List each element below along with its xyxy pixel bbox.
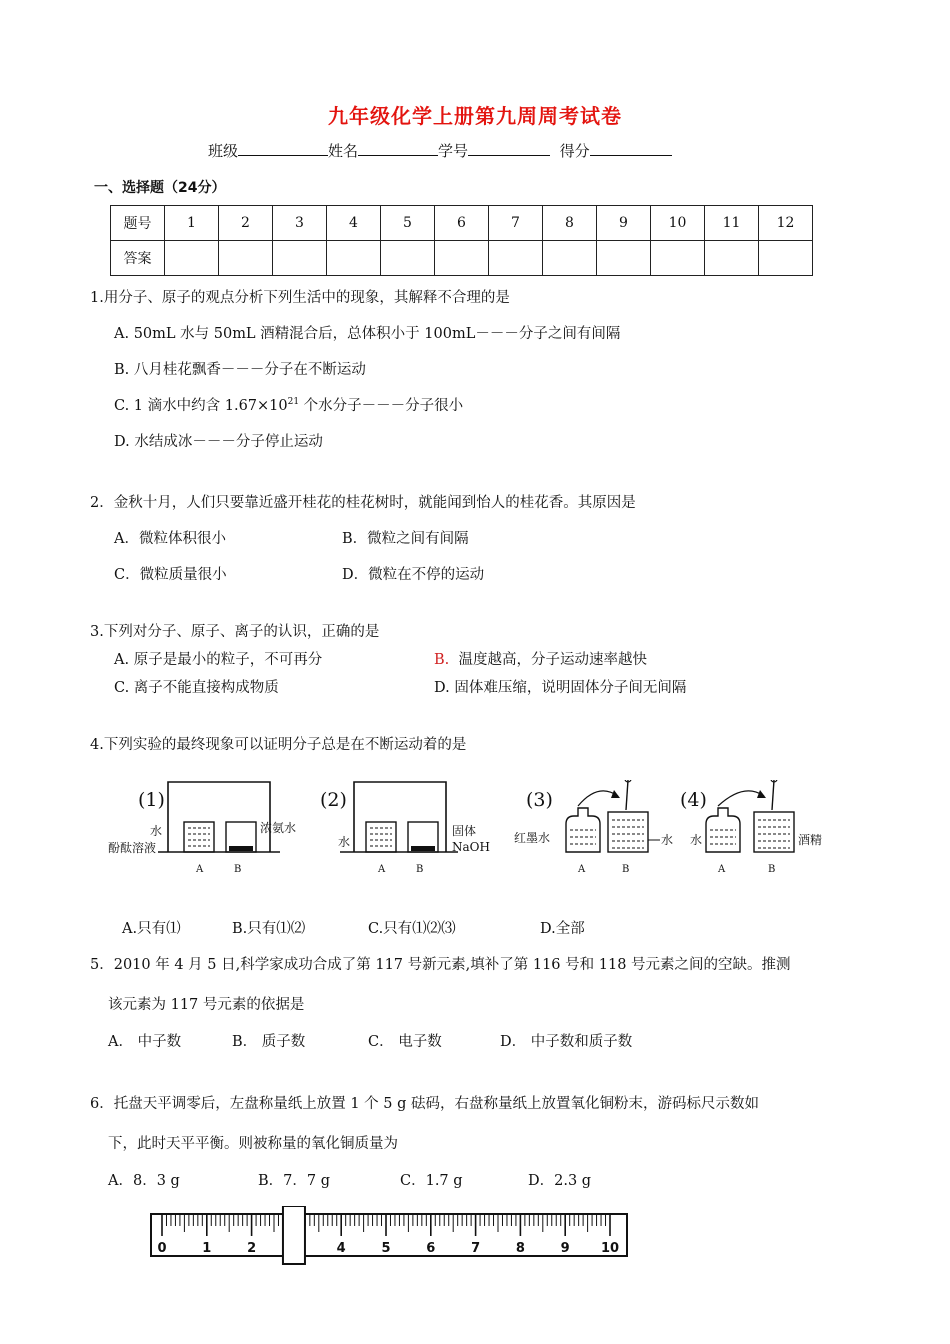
question-number-cell: 4 xyxy=(327,206,381,241)
question-6-option-c[interactable]: C．1.7 g xyxy=(400,1173,463,1189)
question-5-option-b[interactable]: B． 质子数 xyxy=(232,1034,306,1050)
question-4-stem: 4.下列实验的最终现象可以证明分子总是在不断运动着的是 xyxy=(90,737,467,753)
beaker-a xyxy=(366,822,396,852)
question-3-option-d[interactable]: D. 固体难压缩，说明固体分子间无间隔 xyxy=(434,680,687,696)
question-2-option-d[interactable]: D．微粒在不停的运动 xyxy=(342,567,485,583)
question-1-option-b[interactable]: B. 八月桂花飘香－－－分子在不断运动 xyxy=(114,362,366,378)
liquid-a xyxy=(188,828,210,846)
bell-jar xyxy=(354,782,446,852)
answer-cell[interactable] xyxy=(489,241,543,276)
question-number-cell: 10 xyxy=(651,206,705,241)
beaker-liquid xyxy=(758,820,790,848)
experiment-diagram xyxy=(108,780,848,880)
question-number-cell: 11 xyxy=(705,206,759,241)
ruler-tick-label: 1 xyxy=(202,1241,212,1256)
label-ammonia: 浓氨水 xyxy=(260,821,297,835)
exponent: 21 xyxy=(287,397,300,408)
page-title: 九年级化学上册第九周周考试卷 xyxy=(328,104,622,128)
ruler-tick-label: 4 xyxy=(336,1241,346,1256)
answer-table xyxy=(110,205,813,276)
label-a: A xyxy=(578,864,586,875)
table-row xyxy=(111,241,813,276)
label-solid: 固体 xyxy=(452,824,477,838)
question-3-stem: 3.下列对分子、原子、离子的认识，正确的是 xyxy=(90,624,380,640)
ruler-tick-label: 7 xyxy=(471,1241,481,1256)
ruler-tick-label: 10 xyxy=(600,1241,620,1256)
question-6-stem-continued: 下，此时天平平衡。则被称量的氧化铜质量为 xyxy=(108,1136,398,1152)
table-header-cell: 题号 xyxy=(111,206,165,241)
question-1-option-a[interactable]: A. 50mL 水与 50mL 酒精混合后，总体积小于 100mL－－－分子之间有间隔 xyxy=(114,326,621,342)
question-number-cell: 1 xyxy=(165,206,219,241)
ruler-tick-label: 5 xyxy=(381,1241,391,1256)
label-b: B xyxy=(768,864,776,875)
arrow-head xyxy=(611,790,620,798)
score-blank[interactable] xyxy=(590,141,672,156)
question-5-option-c[interactable]: C． 电子数 xyxy=(368,1034,442,1050)
question-5-option-d[interactable]: D． 中子数和质子数 xyxy=(500,1034,633,1050)
question-6-stem: 6．托盘天平调零后，左盘称量纸上放置 1 个 5 g 砝码，右盘称量纸上放置氧化铜粉末，游码标尺示数如 xyxy=(90,1096,759,1112)
question-5-stem-continued: 该元素为 117 号元素的依据是 xyxy=(108,997,305,1013)
question-number-cell: 3 xyxy=(273,206,327,241)
class-label: 班级 xyxy=(208,142,239,160)
ruler-tick-label: 0 xyxy=(157,1241,167,1256)
answer-cell[interactable] xyxy=(219,241,273,276)
liquid-b xyxy=(229,846,253,851)
label-water: 水 xyxy=(338,835,351,849)
name-blank[interactable] xyxy=(358,141,438,156)
question-2-option-b[interactable]: B．微粒之间有间隔 xyxy=(342,531,469,547)
label-water: 水 xyxy=(661,833,674,847)
answer-cell[interactable] xyxy=(435,241,489,276)
table-header-cell: 答案 xyxy=(111,241,165,276)
beaker-b xyxy=(754,812,794,852)
rider-slider[interactable] xyxy=(283,1206,305,1264)
question-number-cell: 9 xyxy=(597,206,651,241)
diagram-label: (1) xyxy=(138,789,165,811)
answer-cell[interactable] xyxy=(273,241,327,276)
question-2-stem: 2．金秋十月，人们只要靠近盛开桂花的桂花树时，就能闻到怡人的桂花香。其原因是 xyxy=(90,495,636,511)
diagram-label: (4) xyxy=(680,789,707,811)
question-3-option-c[interactable]: C. 离子不能直接构成物质 xyxy=(114,680,279,696)
name-label: 姓名 xyxy=(328,142,359,160)
question-number-cell: 2 xyxy=(219,206,273,241)
liquid-a xyxy=(370,828,392,846)
question-6-option-d[interactable]: D．2.3 g xyxy=(528,1173,592,1189)
question-1-option-d[interactable]: D. 水结成冰－－－分子停止运动 xyxy=(114,434,323,450)
rider-scale-ruler xyxy=(150,1206,630,1266)
question-3-option-a[interactable]: A. 原子是最小的粒子，不可再分 xyxy=(114,652,323,668)
ruler-tick-label: 8 xyxy=(515,1241,525,1256)
question-4-option-d[interactable]: D.全部 xyxy=(540,921,585,937)
label-a: A xyxy=(378,864,386,875)
option-text: C. 1 滴水中约含 1.67×10 xyxy=(114,398,288,414)
label-phenolphthalein: 酚酞溶液 xyxy=(108,841,157,855)
label-b: B xyxy=(234,864,242,875)
answer-cell[interactable] xyxy=(597,241,651,276)
transfer-arrow xyxy=(578,791,618,806)
question-number-cell: 12 xyxy=(759,206,813,241)
question-6-option-b[interactable]: B．7．7 g xyxy=(258,1173,330,1189)
section-heading: 一、选择题（24分） xyxy=(94,180,226,196)
question-5-stem: 5．2010 年 4 月 5 日,科学家成功合成了第 117 号新元素,填补了第 116 号和 118 号元素之间的空缺。推测 xyxy=(90,957,791,973)
diagram-label: (2) xyxy=(320,789,347,811)
question-3-option-b[interactable] xyxy=(434,648,647,669)
question-1-stem: 1.用分子、原子的观点分析下列生活中的现象，其解释不合理的是 xyxy=(90,290,510,306)
diagram-label: (3) xyxy=(526,789,553,811)
question-number-cell: 8 xyxy=(543,206,597,241)
answer-cell[interactable] xyxy=(327,241,381,276)
id-label: 学号 xyxy=(438,142,469,160)
solid-b xyxy=(411,846,435,851)
question-2-option-c[interactable]: C．微粒质量很小 xyxy=(114,567,227,583)
beaker-a xyxy=(184,822,214,852)
question-2-option-a[interactable]: A．微粒体积很小 xyxy=(114,531,226,547)
option-letter: B. xyxy=(434,652,450,668)
question-1-option-c[interactable] xyxy=(114,394,463,415)
score-label: 得分 xyxy=(559,142,590,160)
option-text: 个水分子－－－分子很小 xyxy=(299,398,464,414)
question-4-option-a[interactable]: A.只有⑴ xyxy=(122,921,181,937)
arrow-head xyxy=(757,790,766,798)
answer-cell[interactable] xyxy=(543,241,597,276)
label-b: B xyxy=(416,864,424,875)
answer-cell[interactable] xyxy=(705,241,759,276)
id-blank[interactable] xyxy=(468,141,550,156)
question-5-option-a[interactable]: A． 中子数 xyxy=(108,1034,182,1050)
answer-cell[interactable] xyxy=(759,241,813,276)
question-6-option-a[interactable]: A．8．3 g xyxy=(108,1173,180,1189)
label-red-ink: 红墨水 xyxy=(514,831,551,845)
question-number-cell: 6 xyxy=(435,206,489,241)
student-info-line xyxy=(208,140,672,161)
ruler-tick-label: 6 xyxy=(426,1241,436,1256)
label-water: 水 xyxy=(150,824,163,838)
label-b: B xyxy=(622,864,630,875)
answer-cell[interactable] xyxy=(651,241,705,276)
label-water: 水 xyxy=(690,833,703,847)
label-a: A xyxy=(718,864,726,875)
ruler-tick-label: 9 xyxy=(560,1241,570,1256)
label-a: A xyxy=(196,864,204,875)
class-blank[interactable] xyxy=(238,141,328,156)
answer-cell[interactable] xyxy=(381,241,435,276)
ruler-tick-label: 2 xyxy=(247,1241,257,1256)
transfer-arrow xyxy=(718,791,764,806)
question-4-option-b[interactable]: B.只有⑴⑵ xyxy=(232,921,306,937)
question-4-option-c[interactable]: C.只有⑴⑵⑶ xyxy=(368,921,456,937)
label-naoh: NaOH xyxy=(452,840,490,854)
label-alcohol: 酒精 xyxy=(798,833,823,847)
option-text: 温度越高，分子运动速率越快 xyxy=(458,652,647,668)
question-number-cell: 5 xyxy=(381,206,435,241)
bottle-liquid xyxy=(570,830,596,844)
dropper xyxy=(626,780,628,810)
table-row xyxy=(111,206,813,241)
beaker-b xyxy=(608,812,648,852)
bottle-liquid xyxy=(710,830,736,844)
beaker-liquid xyxy=(612,820,644,848)
answer-cell[interactable] xyxy=(165,241,219,276)
question-number-cell: 7 xyxy=(489,206,543,241)
dropper xyxy=(772,780,774,810)
